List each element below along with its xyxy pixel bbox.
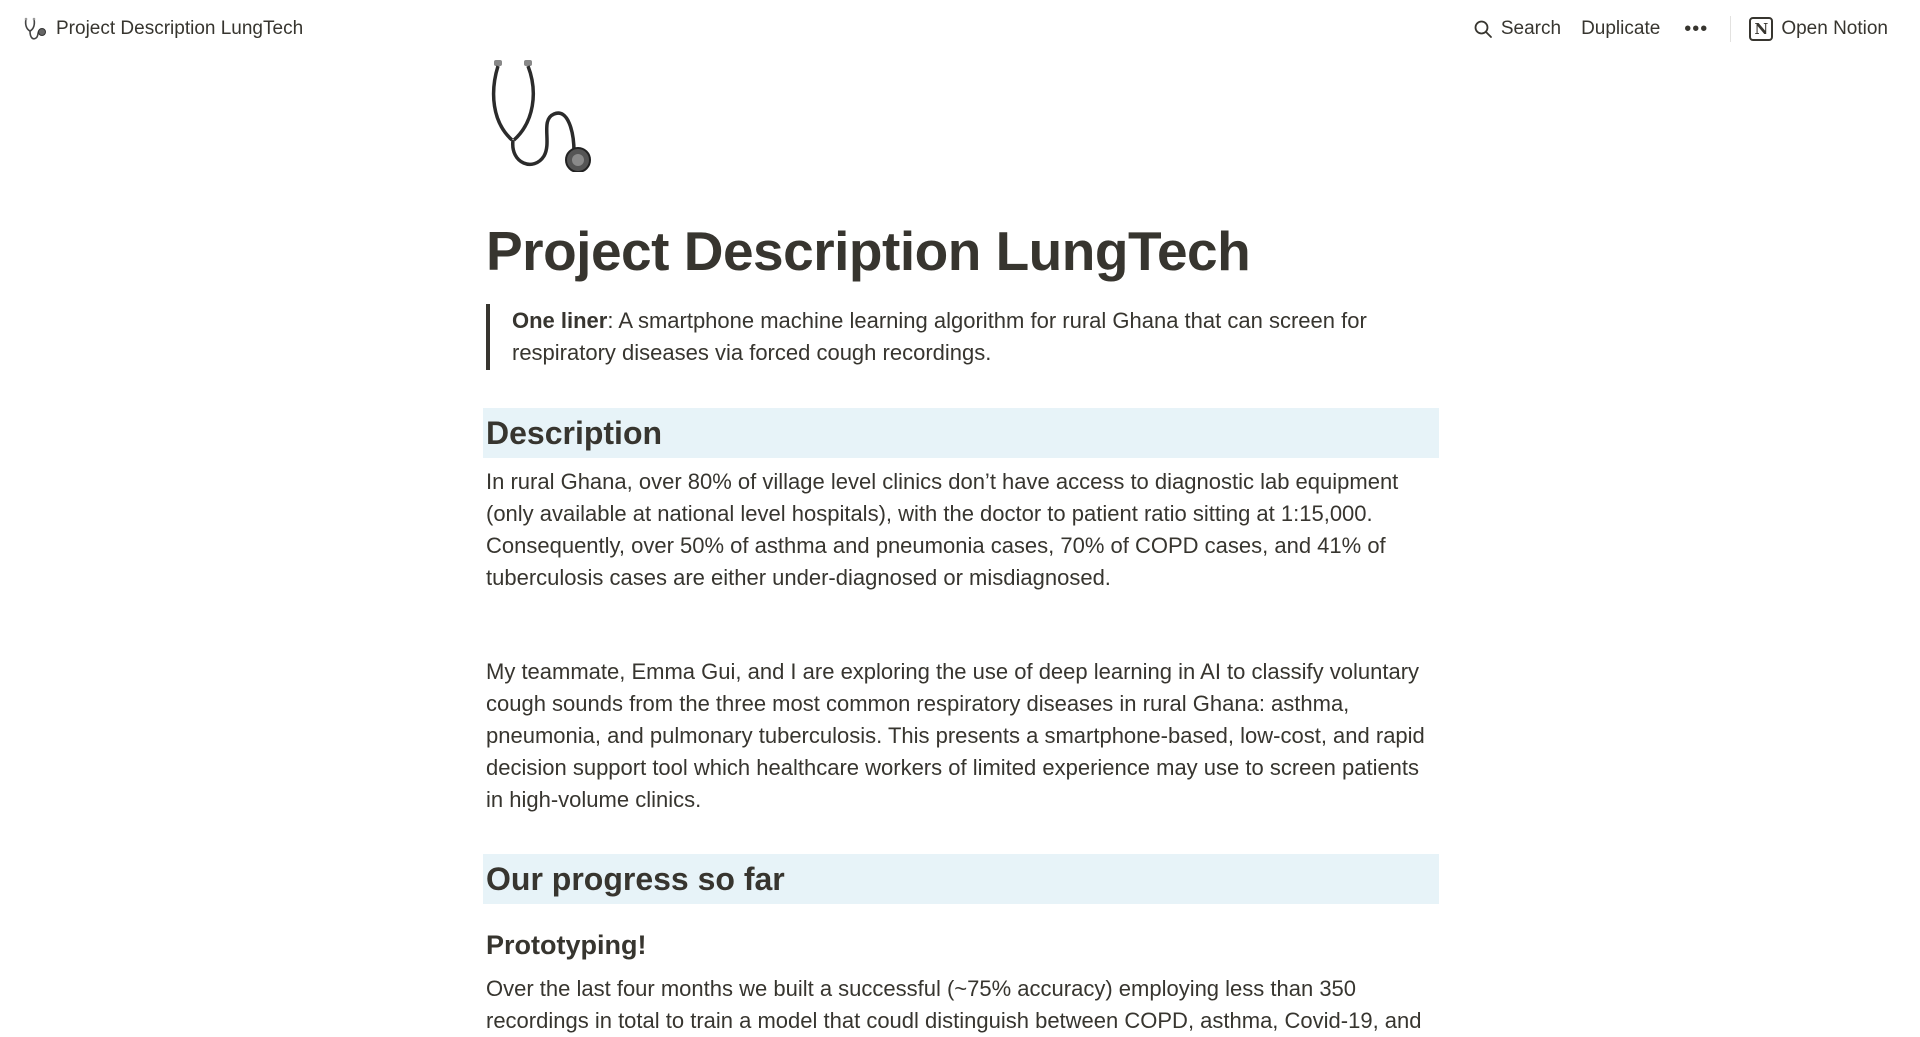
breadcrumb[interactable] xyxy=(22,16,303,42)
breadcrumb-page-title[interactable]: Project Description LungTech xyxy=(56,18,304,39)
open-notion-button[interactable] xyxy=(1739,11,1898,47)
quote-block[interactable] xyxy=(486,304,1386,370)
divider xyxy=(1730,16,1731,42)
search-button[interactable] xyxy=(1463,12,1571,46)
stethoscope-icon xyxy=(22,16,48,42)
page-content xyxy=(486,52,1438,1037)
open-notion-label: Open Notion xyxy=(1781,18,1888,39)
quote-bold-label: One liner xyxy=(512,308,608,333)
prototyping-heading[interactable]: Prototyping! xyxy=(486,930,647,960)
stethoscope-icon[interactable] xyxy=(482,52,602,172)
progress-heading: Our progress so far xyxy=(486,860,785,897)
empty-block[interactable] xyxy=(486,594,1438,648)
duplicate-button[interactable] xyxy=(1571,12,1670,46)
prototyping-paragraph[interactable]: Over the last four months we built a successful (~75% accuracy) employing less than 350 recordings in total to train a model that coudl distinguish between COPD, asthma, Covid-19, and xyxy=(486,976,1422,1033)
search-label: Search xyxy=(1500,18,1562,39)
top-bar xyxy=(0,0,1920,58)
description-heading: Description xyxy=(486,414,663,451)
more-options-button[interactable] xyxy=(1670,12,1722,47)
description-heading-block[interactable] xyxy=(483,408,1439,458)
search-icon xyxy=(1473,19,1493,39)
description-paragraph-2[interactable]: My teammate, Emma Gui, and I are exploring the use of deep learning in AI to classify voluntary cough sounds from the three most common respiratory diseases in rural Ghana: asthma, pneumonia, and pulmonary tuberculosis. This presents a smartphone-based, low-cost, and rapid decision support tool which healthcare workers of limited experience may use to screen patients in high-volume clinics. xyxy=(486,659,1425,812)
progress-heading-block[interactable] xyxy=(483,854,1439,904)
more-icon: ••• xyxy=(1684,17,1709,40)
page-title[interactable]: Project Description LungTech xyxy=(486,220,1251,282)
notion-logo-icon: N xyxy=(1749,17,1773,41)
description-paragraph-1[interactable]: In rural Ghana, over 80% of village level clinics don’t have access to diagnostic lab equipment (only available at national level hospitals), with the doctor to patient ratio sitting at 1:15,000. Consequently, over 50% of asthma and pneumonia cases, 70% of COPD cases, and 41% of tuberculosis cases are either under-diagnosed or misdiagnosed. xyxy=(486,469,1399,590)
quote-text: : A smartphone machine learning algorithm for rural Ghana that can screen for respiratory diseases via forced cough recordings. xyxy=(512,308,1367,365)
duplicate-label: Duplicate xyxy=(1581,18,1661,39)
